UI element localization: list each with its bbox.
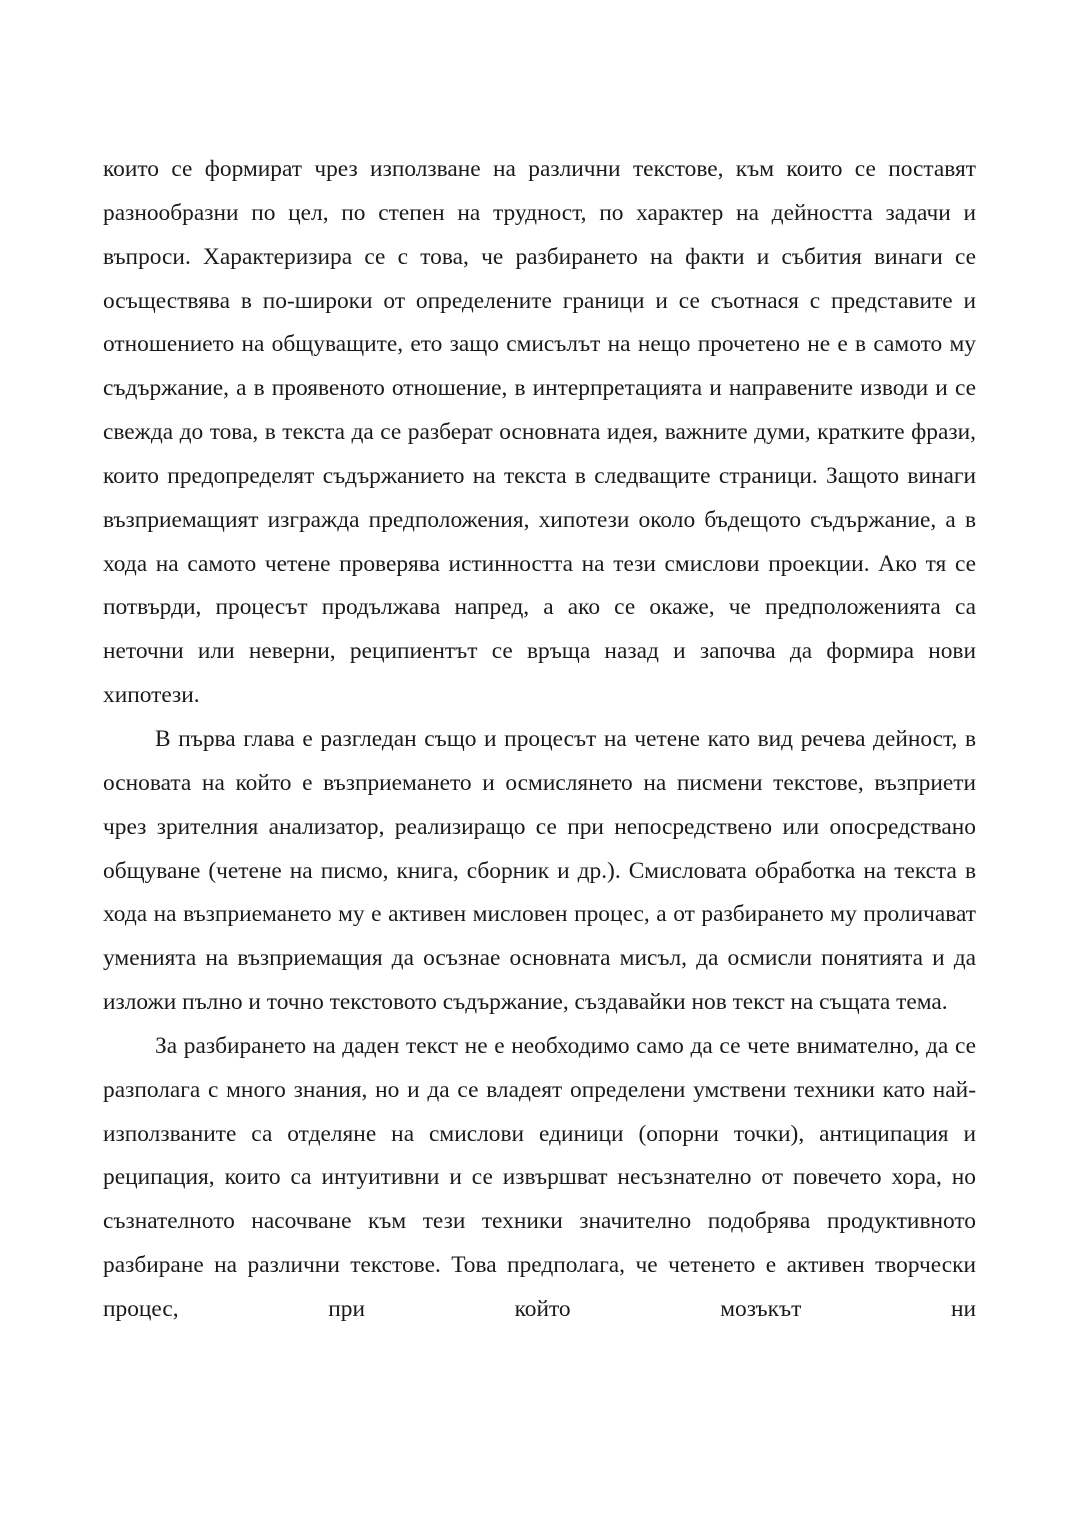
paragraph-continuation: които се формират чрез използване на различни текстове, към които се поставят разнообразни по цел, по степен на трудност, по характер на дейността задачи и въпроси. Характеризира се с това, че разбирането на факти и събития винаги се осъществява в по-широки от определените граници и се съотнася с представите и отношението на общуващите, ето защо смисълът на нещо прочетено не е в самото му съдържание, а в проявеното отношение, в интерпретацията и направените изводи и се свежда до това, в текста да се разберат основната идея, важните думи, кратките фрази, които предопределят съдържанието на текста в следващите страници. Защото винаги възприемащият изгражда предположения, хипотези около бъдещото съдържание, а в хода на самото четене проверява истинността на тези смислови проекции. Ако тя се потвърди, процесът продължава напред, а ако се окаже, че предположенията са неточни или неверни, реципиентът се връща назад и започва да формира нови хипотези. — [103, 156, 976, 709]
paragraph-reading-process: В първа глава е разгледан също и процесът на четене като вид речева дейност, в основата на който е възприемането и осмислянето на писмени текстове, възприети чрез зрителния анализатор, реализиращо се при непосредствено или опосредствано общуване (четене на писмо, книга, сборник и др.). Смисловата обработка на текста в хода на възприемането му е активен мисловен процес, а от разбирането му проличават уменията на възприемащия да осъзнае основната мисъл, да осмисли понятията и да изложи пълно и точно текстовото съдържание, създавайки нов текст на същата тема. — [103, 725, 976, 1016]
paragraph-text-comprehension: За разбирането на даден текст не е необходимо само да се чете внимателно, да се разполага с много знания, но и да се владеят определени умствени техники като най-използваните са отделяне на смислови единици (опорни точки), антиципация и реципация, които са интуитивни и се извършват несъзнателно от повечето хора, но съзнателното насочване към тези техники значително подобрява продуктивното разбиране на различни текстове. Това предполага, че четенето е активен творчески процес, при който мозъкът ни — [103, 1032, 976, 1322]
body-text — [103, 148, 976, 1332]
